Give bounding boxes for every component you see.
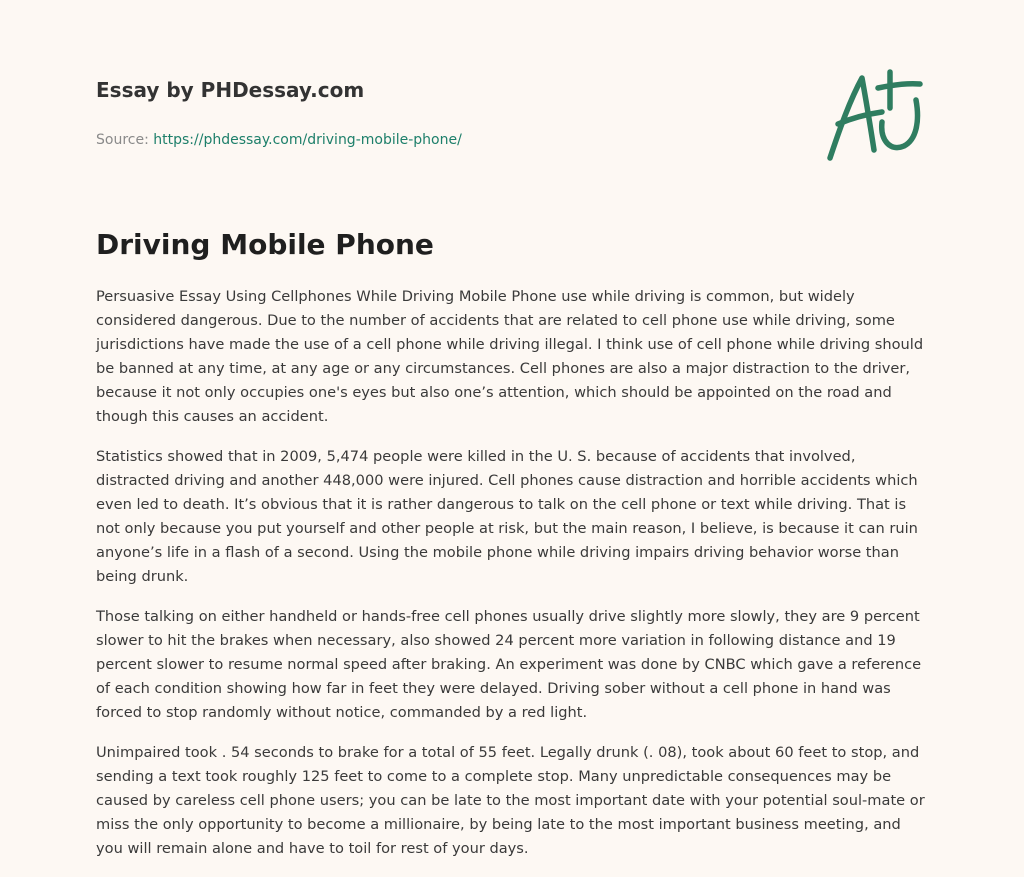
article-title: Driving Mobile Phone [96,228,434,261]
site-brand: Essay by PHDessay.com [96,78,365,102]
source-link[interactable]: https://phdessay.com/driving-mobile-phone/ [153,132,462,148]
article-body [96,285,932,877]
article-paragraph: Statistics showed that in 2009, 5,474 people were killed in the U. S. because of accidents that involved, distracted driving and another 448,000 were injured. Cell phones cause distraction and horrible accidents which even led to death. It’s obvious that it is rather dangerous to talk on the cell phone or text while driving. That is not only because you put yourself and other people at risk, but the main reason, I believe, is because it can ruin anyone’s life in a flash of a second. Using the mobile phone while driving impairs driving behavior worse than being drunk. [96,448,918,585]
source-line [96,130,816,150]
a-plus-logo-icon [818,66,930,166]
article-paragraph: Unimpaired took . 54 seconds to brake for a total of 55 feet. Legally drunk (. 08), took about 60 feet to stop, and sending a text took roughly 125 feet to come to a complete stop. Many unpredictable consequences may be caused by careless cell phone users; you can be late to the most important date with your potential soul-mate or miss the only opportunity to become a millionaire, by being late to the most important business meeting, and you will remain alone and have to toil for rest of your days. [96,744,925,857]
page-header [96,74,816,150]
source-label: Source: [96,132,149,148]
article-paragraph: Persuasive Essay Using Cellphones While Driving Mobile Phone use while driving is common, but widely considered dangerous. Due to the number of accidents that are related to cell phone use while driving, some jurisdictions have made the use of a cell phone while driving illegal. I think use of cell phone while driving should be banned at any time, at any age or any circumstances. Cell phones are also a major distraction to the driver, because it not only occupies one's eyes but also one’s attention, which should be appointed on the road and though this causes an accident. [96,288,924,425]
article-paragraph: Those talking on either handheld or hands-free cell phones usually drive slightly more slowly, they are 9 percent slower to hit the brakes when necessary, also showed 24 percent more variation in following distance and 19 percent slower to resume normal speed after braking. An experiment was done by CNBC which gave a reference of each condition showing how far in feet they were delayed. Driving sober without a cell phone in hand was forced to stop randomly without notice, commanded by a red light. [96,608,922,721]
